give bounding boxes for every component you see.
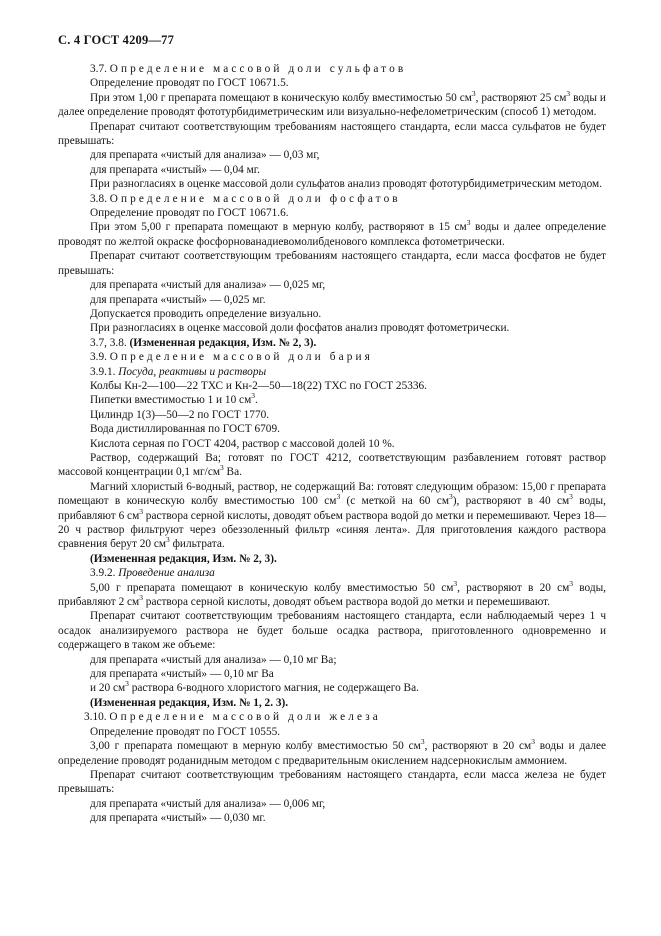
s39-limit-pure: для препарата «чистый» — 0,10 мг Ва: [90, 668, 274, 681]
s39-requirement: Препарат считают соответствующим требованиям настоящего стандарта, если наблюдаемый через 1 ч осадок анализируемого раствора не будет больше осадка раствора, приготовленного одновременно и содержащего в таком же объеме:: [58, 610, 606, 652]
section-3-7-heading: 3.7. Определение массовой доли сульфатов: [90, 63, 407, 75]
section-3-10-heading: 3.10. Определение массовой доли железа: [84, 711, 381, 724]
s310-procedure: 3,00 г препарата помещают в мерную колбу вместимостью 50 $см^3$, растворяют в 20 $см^3$ воды и далее определение проводят роданидным методом с предварительным окислением надсернокислым аммонием.: [58, 737, 606, 767]
s39-revision-note: (Измененная редакция, Изм. № 2, 3).: [90, 552, 277, 565]
s39-limit-pure-analysis: для препарата «чистый для анализа» — 0,10 мг Ва;: [90, 653, 337, 666]
s38-limit-pure-analysis: для препарата «чистый для анализа» — 0,025 мг,: [90, 279, 326, 292]
section-3-9-1-heading: 3.9.1. Посуда, реактивы и растворы: [90, 365, 267, 378]
s39-barium-solution: Раствор, содержащий Ва; готовят по ГОСТ 4212, соответствующим разбавлением готовят раствор массовой концентрации 0,1 $мг/см^3$ Ва.: [58, 451, 606, 479]
s39-analysis: 5,00 г препарата помещают в коническую колбу вместимостью 50 $см^3$, растворяют в 20 $см^3$ воды, прибавляют 2 $см^3$ раствора серной кислоты, доводят объем раствора водой до метки и перемешивают.: [58, 578, 606, 609]
s39-pipettes: Пипетки вместимостью 1 и 10 $см^3$.: [90, 391, 258, 407]
s37-limit-pure: для препарата «чистый» — 0,04 мг.: [90, 163, 260, 176]
revision-note-3-7-3-8: 3.7, 3.8. (Измененная редакция, Изм. № 2, 3).: [90, 336, 317, 349]
s38-method: Определение проводят по ГОСТ 10671.6.: [90, 207, 289, 220]
s37-method: Определение проводят по ГОСТ 10671.5.: [90, 77, 289, 90]
page-header: С. 4 ГОСТ 4209—77: [58, 33, 175, 47]
section-3-8-heading: 3.8. Определение массовой доли фосфатов: [90, 192, 401, 205]
s310-method: Определение проводят по ГОСТ 10555.: [90, 725, 281, 738]
s37-requirement: Препарат считают соответствующим требованиям настоящего стандарта, если масса сульфатов не будет превышать:: [58, 120, 606, 148]
s38-limit-pure: для препарата «чистый» — 0,025 мг.: [90, 293, 266, 306]
s39-acid: Кислота серная по ГОСТ 4204, раствор с массовой долей 10 %.: [90, 437, 395, 450]
section-3-9-heading: 3.9. Определение массовой доли бария: [90, 351, 373, 364]
document-body: [58, 62, 606, 826]
s37-limit-pure-analysis: для препарата «чистый для анализа» — 0,03 мг,: [90, 149, 320, 162]
s37-dispute: При разногласиях в оценке массовой доли сульфатов анализ проводят фототурбидиметрическим методом.: [90, 178, 603, 191]
s38-requirement: Препарат считают соответствующим требованиям настоящего стандарта, если масса фосфатов не будет превышать:: [58, 250, 606, 277]
s39-cylinder: Цилиндр 1(3)—50—2 по ГОСТ 1770.: [90, 408, 270, 421]
s39-limit-magnesium: и 20 $см^3$ раствора 6-водного хлористого магния, не содержащего Ва.: [90, 679, 419, 695]
s38-dispute: При разногласиях в оценке массовой доли фосфатов анализ проводят фотометрически.: [90, 322, 510, 335]
section-3-9-2-heading: 3.9.2. Проведение анализа: [90, 567, 215, 580]
s39-revision-note-2: (Измененная редакция, Изм. № 1, 2. 3).: [90, 696, 289, 709]
s38-procedure: При этом 5,00 г препарата помещают в мерную колбу, растворяют в 15 $см^3$ воды и далее определение проводят по желтой окраске фосфорнованадиевомолибденового комплекса фотометрически.: [58, 218, 606, 248]
s310-limit-pure: для препарата «чистый» — 0,030 мг.: [90, 812, 266, 825]
s37-procedure: При этом 1,00 г препарата помещают в коническую колбу вместимостью 50 $см^3$, растворяют 25 $см^3$ воды и далее определение проводят фототурбидиметрическим или визуально-нефелометрическим (способ 1) методом.: [58, 89, 606, 119]
s39-water: Вода дистиллированная по ГОСТ 6709.: [90, 423, 280, 436]
s38-visual: Допускается проводить определение визуально.: [90, 307, 322, 320]
s310-requirement: Препарат считают соответствующим требованиям настоящего стандарта, если масса железа не будет превышать:: [58, 768, 606, 796]
s310-limit-pure-analysis: для препарата «чистый для анализа» — 0,006 мг,: [90, 797, 326, 810]
s39-magnesium-solution: Магний хлористый 6-водный, раствор, не содержащий Ва: готовят следующим образом: 15,00 г препарата помещают в коническую колбу вместимостью 100 $см^3$ (с меткой на 60 $см^3$), растворяют в 40 $см^3$ воды, прибавляют 6 $см^3$ раствора серной кислоты, доводят объем раствора водой до метки и перемешивают. Через 18—20 ч раствор фильтруют через обеззоленный фильтр «синяя лента». Для приготовления каждого раствора сравнения берут 20 $см^3$ фильтрата.: [58, 480, 606, 551]
s39-flasks: Колбы Кн-2—100—22 ТХС и Кн-2—50—18(22) ТХС по ГОСТ 25336.: [90, 379, 427, 392]
